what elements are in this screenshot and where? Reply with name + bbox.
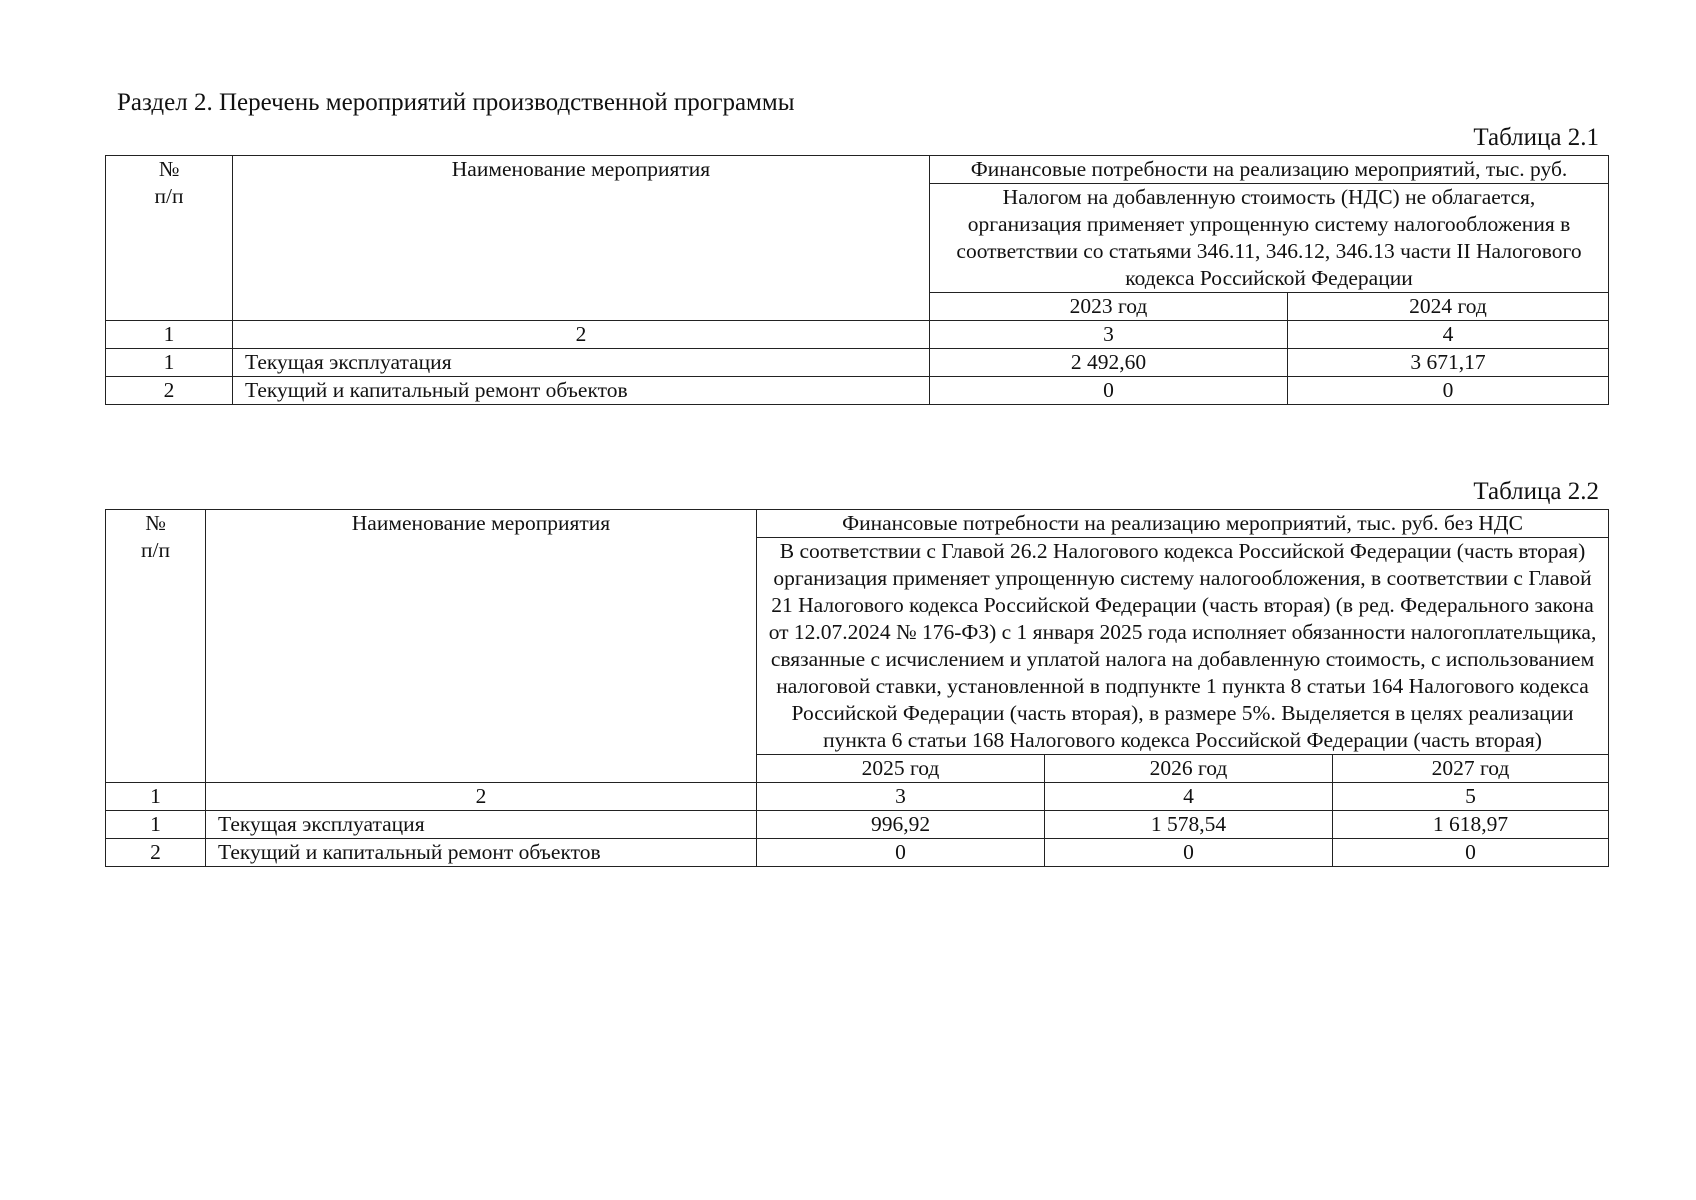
row-value-cell: 2 492,60 bbox=[930, 349, 1288, 377]
table-2-1 bbox=[105, 155, 1609, 405]
number-abbrev: п/п bbox=[154, 184, 184, 208]
row-value-cell: 996,92 bbox=[757, 811, 1045, 839]
column-number-cell: 1 bbox=[106, 783, 206, 811]
table-header-row bbox=[106, 156, 1609, 184]
number-abbrev: п/п bbox=[141, 538, 170, 562]
table-2-1-caption: Таблица 2.1 bbox=[1473, 124, 1599, 151]
column-number-cell: 1 bbox=[106, 321, 233, 349]
table-row bbox=[106, 349, 1609, 377]
header-cell-finance: Финансовые потребности на реализацию мероприятий, тыс. руб. без НДС bbox=[757, 510, 1609, 538]
header-cell-year: 2025 год bbox=[757, 755, 1045, 783]
header-cell-vat-note: В соответствии с Главой 26.2 Налогового кодекса Российской Федерации (часть вторая) организация применяет упрощенную систему налогообложения, в соответствии с Главой 21 Налогового кодекса Российской Федерации (часть вторая) (в ред. Федерального закона от 12.07.2024 № 176-ФЗ) с 1 января 2025 года исполняет обязанности налогоплательщика, связанные с исчислением и уплатой налога на добавленную стоимость, с использованием налоговой ставки, установленной в подпункте 1 пункта 8 статьи 164 Налогового кодекса Российской Федерации (часть вторая), в размере 5%. Выделяется в целях реализации пункта 6 статьи 168 Налогового кодекса Российской Федерации (часть вторая) bbox=[757, 538, 1609, 755]
column-number-cell: 3 bbox=[757, 783, 1045, 811]
row-value-cell: 1 618,97 bbox=[1333, 811, 1609, 839]
number-sign: № bbox=[145, 511, 166, 535]
column-number-row bbox=[106, 783, 1609, 811]
column-number-cell: 2 bbox=[206, 783, 757, 811]
row-value-cell: 0 bbox=[1288, 377, 1609, 405]
header-cell-vat-note: Налогом на добавленную стоимость (НДС) не облагается, организация применяет упрощенную систему налогообложения в соответствии со статьями 346.11, 346.12, 346.13 части II Налогового кодекса Российской Федерации bbox=[930, 184, 1609, 293]
header-cell-number bbox=[106, 156, 233, 321]
header-cell-year: 2023 год bbox=[930, 293, 1288, 321]
section-title: Раздел 2. Перечень мероприятий производственной программы bbox=[117, 89, 795, 116]
header-cell-year: 2024 год bbox=[1288, 293, 1609, 321]
row-value-cell: 0 bbox=[757, 839, 1045, 867]
table-row bbox=[106, 377, 1609, 405]
header-cell-name: Наименование мероприятия bbox=[206, 510, 757, 783]
row-value-cell: 0 bbox=[1045, 839, 1333, 867]
row-number-cell: 2 bbox=[106, 377, 233, 405]
row-number-cell: 1 bbox=[106, 811, 206, 839]
column-number-cell: 2 bbox=[233, 321, 930, 349]
row-name-cell: Текущая эксплуатация bbox=[233, 349, 930, 377]
header-cell-name: Наименование мероприятия bbox=[233, 156, 930, 321]
row-name-cell: Текущий и капитальный ремонт объектов bbox=[206, 839, 757, 867]
row-value-cell: 1 578,54 bbox=[1045, 811, 1333, 839]
row-value-cell: 0 bbox=[1333, 839, 1609, 867]
table-row bbox=[106, 811, 1609, 839]
header-cell-year: 2026 год bbox=[1045, 755, 1333, 783]
column-number-row bbox=[106, 321, 1609, 349]
header-cell-number bbox=[106, 510, 206, 783]
table-row bbox=[106, 839, 1609, 867]
row-name-cell: Текущий и капитальный ремонт объектов bbox=[233, 377, 930, 405]
header-cell-finance: Финансовые потребности на реализацию мероприятий, тыс. руб. bbox=[930, 156, 1609, 184]
row-number-cell: 2 bbox=[106, 839, 206, 867]
column-number-cell: 3 bbox=[930, 321, 1288, 349]
column-number-cell: 4 bbox=[1288, 321, 1609, 349]
table-2-2 bbox=[105, 509, 1609, 867]
column-number-cell: 5 bbox=[1333, 783, 1609, 811]
row-name-cell: Текущая эксплуатация bbox=[206, 811, 757, 839]
number-sign: № bbox=[158, 157, 180, 181]
row-value-cell: 0 bbox=[930, 377, 1288, 405]
column-number-cell: 4 bbox=[1045, 783, 1333, 811]
row-number-cell: 1 bbox=[106, 349, 233, 377]
table-header-row bbox=[106, 510, 1609, 538]
row-value-cell: 3 671,17 bbox=[1288, 349, 1609, 377]
table-2-2-caption: Таблица 2.2 bbox=[1473, 478, 1599, 505]
header-cell-year: 2027 год bbox=[1333, 755, 1609, 783]
